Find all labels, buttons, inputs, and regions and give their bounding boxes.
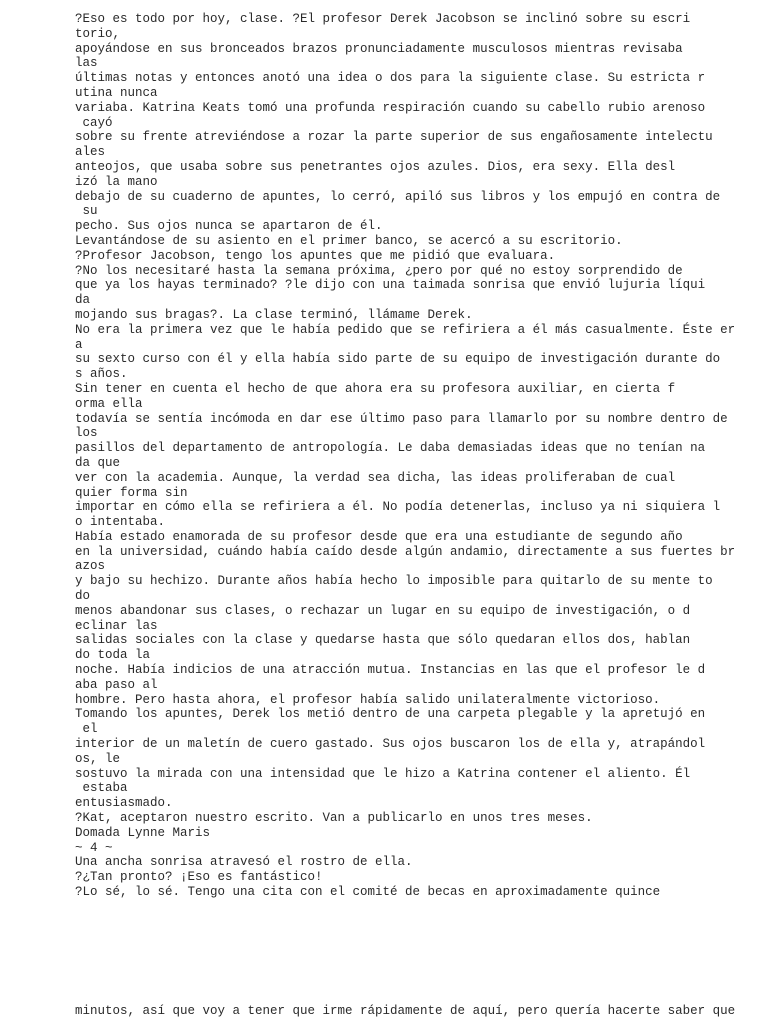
text-line: ?Lo sé, lo sé. Tengo una cita con el comité de becas en aproximadamente quince bbox=[75, 885, 661, 900]
text-line: pasillos del departamento de antropología. Le daba demasiadas ideas que no tenían na bbox=[75, 441, 706, 456]
text-line: variaba. Katrina Keats tomó una profunda respiración cuando su cabello rubio arenoso bbox=[75, 100, 706, 115]
text-line: o intentaba. bbox=[75, 515, 166, 530]
text-line: quier forma sin bbox=[75, 485, 188, 500]
text-line: da que bbox=[75, 455, 121, 470]
text-line: importar en cómo ella se refiriera a él. No podía detenerlas, incluso ya ni siquiera l bbox=[75, 500, 721, 515]
text-line: torio, bbox=[75, 26, 121, 41]
text-line: anteojos, que usaba sobre sus penetrantes ojos azules. Dios, era sexy. Ella desl bbox=[75, 159, 676, 174]
text-line: ?¿Tan pronto? ¡Eso es fantástico! bbox=[75, 870, 323, 885]
text-line: ?Profesor Jacobson, tengo los apuntes que me pidió que evaluara. bbox=[75, 248, 556, 263]
text-line: sostuvo la mirada con una intensidad que le hizo a Katrina contener el aliento. Él bbox=[75, 766, 691, 781]
text-line: azos bbox=[75, 559, 106, 574]
text-line: do bbox=[75, 589, 91, 604]
text-line: Levantándose de su asiento en el primer banco, se acercó a su escritorio. bbox=[75, 233, 623, 248]
text-line: os, le bbox=[75, 751, 121, 766]
document-body bbox=[75, 12, 755, 900]
text-line: Domada Lynne Maris bbox=[75, 825, 211, 840]
text-line: Una ancha sonrisa atravesó el rostro de ella. bbox=[75, 855, 413, 870]
text-line: ?Eso es todo por hoy, clase. ?El profesor Derek Jacobson se inclinó sobre su escri bbox=[75, 12, 691, 26]
text-line: menos abandonar sus clases, o rechazar un lugar en su equipo de investigación, o d bbox=[75, 603, 691, 618]
text-line: su bbox=[75, 204, 98, 219]
text-line: interior de un maletín de cuero gastado. Sus ojos buscaron los de ella y, atrapándol bbox=[75, 737, 706, 752]
text-line: sobre su frente atreviéndose a rozar la parte superior de sus engañosamente intelectu bbox=[75, 130, 713, 145]
text-line: mojando sus bragas?. La clase terminó, llámame Derek. bbox=[75, 307, 473, 322]
text-line: el bbox=[75, 722, 98, 737]
text-line: los bbox=[75, 426, 98, 441]
document-tail-line: minutos, así que voy a tener que irme rápidamente de aquí, pero quería hacerte saber que bbox=[75, 1004, 736, 1018]
text-line: salidas sociales con la clase y quedarse hasta que sólo quedaran ellos dos, hablan bbox=[75, 633, 691, 648]
text-line: ver con la academia. Aunque, la verdad sea dicha, las ideas proliferaban de cual bbox=[75, 470, 676, 485]
text-line: entusiasmado. bbox=[75, 796, 173, 811]
text-line: ales bbox=[75, 145, 106, 160]
text-line: eclinar las bbox=[75, 618, 158, 633]
text-line: en la universidad, cuándo había caído desde algún andamio, directamente a sus fuertes br bbox=[75, 544, 736, 559]
text-line: No era la primera vez que le había pedido que se refiriera a él más casualmente. Éste er bbox=[75, 322, 736, 337]
text-line: do toda la bbox=[75, 648, 151, 663]
text-line: utina nunca bbox=[75, 85, 158, 100]
text-line: a bbox=[75, 337, 83, 352]
text-line: Sin tener en cuenta el hecho de que ahora era su profesora auxiliar, en cierta f bbox=[75, 381, 676, 396]
text-line: estaba bbox=[75, 781, 128, 796]
text-line: su sexto curso con él y ella había sido parte de su equipo de investigación durante do bbox=[75, 352, 721, 367]
text-line: últimas notas y entonces anotó una idea o dos para la siguiente clase. Su estricta r bbox=[75, 71, 706, 86]
text-line: hombre. Pero hasta ahora, el profesor había salido unilateralmente victorioso. bbox=[75, 692, 661, 707]
text-line: y bajo su hechizo. Durante años había hecho lo imposible para quitarlo de su mente to bbox=[75, 574, 713, 589]
text-line: las bbox=[75, 56, 98, 71]
text-line: Tomando los apuntes, Derek los metió dentro de una carpeta plegable y la apretujó en bbox=[75, 707, 706, 722]
text-line: noche. Había indicios de una atracción mutua. Instancias en las que el profesor le d bbox=[75, 663, 706, 678]
text-line: s años. bbox=[75, 367, 128, 382]
text-line: Había estado enamorada de su profesor desde que era una estudiante de segundo año bbox=[75, 529, 683, 544]
text-line: ?No los necesitaré hasta la semana próxima, ¿pero por qué no estoy sorprendido de bbox=[75, 263, 683, 278]
text-line: ~ 4 ~ bbox=[75, 840, 113, 855]
text-line: aba paso al bbox=[75, 677, 158, 692]
text-line: cayó bbox=[75, 115, 113, 130]
text-line: apoyándose en sus bronceados brazos pronunciadamente musculosos mientras revisaba bbox=[75, 41, 683, 56]
text-line: pecho. Sus ojos nunca se apartaron de él. bbox=[75, 219, 383, 234]
text-line: da bbox=[75, 293, 91, 308]
text-line: debajo de su cuaderno de apuntes, lo cerró, apiló sus libros y los empujó en contra de bbox=[75, 189, 721, 204]
text-line: todavía se sentía incómoda en dar ese último paso para llamarlo por su nombre dentro de bbox=[75, 411, 728, 426]
text-line: que ya los hayas terminado? ?le dijo con una taimada sonrisa que envió lujuria líqui bbox=[75, 278, 706, 293]
text-line: ?Kat, aceptaron nuestro escrito. Van a publicarlo en unos tres meses. bbox=[75, 811, 593, 826]
text-line: izó la mano bbox=[75, 174, 158, 189]
text-line: orma ella bbox=[75, 396, 143, 411]
